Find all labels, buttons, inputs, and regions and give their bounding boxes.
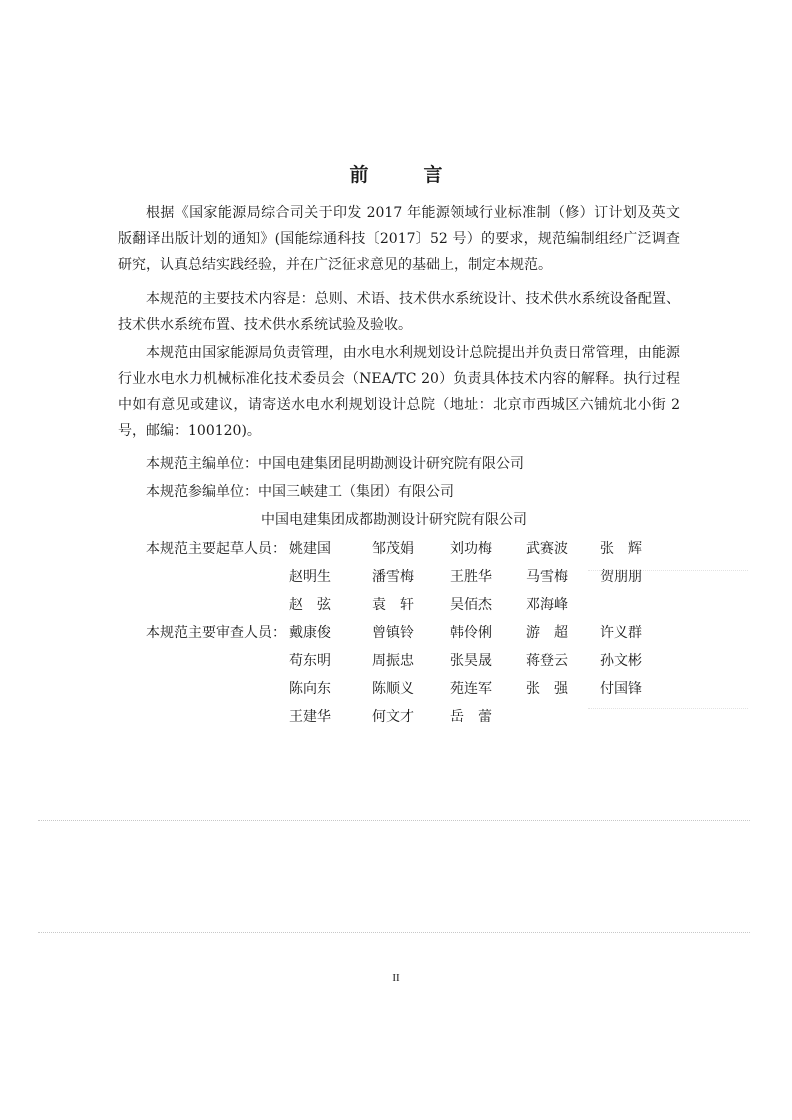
reviewer-name: 张 强 bbox=[526, 681, 568, 697]
reviewer-name: 蒋登云 bbox=[526, 653, 568, 669]
reviewer-name: 周振忠 bbox=[372, 653, 414, 669]
reviewer-name: 孙文彬 bbox=[600, 653, 642, 669]
paragraph-basis: 根据《国家能源局综合司关于印发 2017 年能源领域行业标准制（修）订计划及英文版翻译出版计划的通知》(国能综通科技〔2017〕52 号）的要求，规范编制组经广泛调查研究，认真总结实践经验，并在广泛征求意见的基础上，制定本规范。 bbox=[118, 205, 680, 273]
scan-artifact-line bbox=[588, 570, 748, 571]
reviewer-name: 游 超 bbox=[526, 625, 568, 641]
drafter-name: 赵 弦 bbox=[289, 597, 331, 613]
reviewer-name: 王建华 bbox=[289, 709, 331, 725]
chief-unit: 本规范主编单位：中国电建集团昆明勘测设计研究院有限公司 bbox=[146, 456, 524, 472]
drafter-name: 武赛波 bbox=[526, 541, 568, 557]
drafter-name: 姚建国 bbox=[289, 541, 331, 557]
participating-unit-2: 中国电建集团成都勘测设计研究院有限公司 bbox=[261, 512, 527, 528]
drafter-name: 潘雪梅 bbox=[372, 569, 414, 585]
drafter-name: 刘功梅 bbox=[450, 541, 492, 557]
scan-artifact-line bbox=[38, 820, 750, 821]
scan-artifact-line bbox=[38, 932, 750, 933]
reviewers-label: 本规范主要审查人员： bbox=[146, 625, 286, 641]
reviewer-name: 陈顺义 bbox=[372, 681, 414, 697]
drafter-name: 邹茂娟 bbox=[372, 541, 414, 557]
drafters-label: 本规范主要起草人员： bbox=[146, 541, 286, 557]
reviewer-name: 陈向东 bbox=[289, 681, 331, 697]
drafter-name: 吴佰杰 bbox=[450, 597, 492, 613]
drafter-name: 赵明生 bbox=[289, 569, 331, 585]
reviewer-name: 苑连军 bbox=[450, 681, 492, 697]
page-number: II bbox=[392, 972, 400, 984]
drafter-name: 袁 轩 bbox=[372, 597, 414, 613]
reviewer-name: 曾镇铃 bbox=[372, 625, 414, 641]
reviewer-name: 许义群 bbox=[600, 625, 642, 641]
reviewer-name: 苟东明 bbox=[289, 653, 331, 669]
reviewer-name: 付国锋 bbox=[600, 681, 642, 697]
reviewer-name: 韩伶俐 bbox=[450, 625, 492, 641]
drafter-name: 贺朋朋 bbox=[600, 569, 642, 585]
reviewer-name: 岳 蕾 bbox=[450, 709, 492, 725]
drafter-name: 邓海峰 bbox=[526, 597, 568, 613]
scan-artifact-line bbox=[588, 708, 748, 709]
drafter-name: 马雪梅 bbox=[526, 569, 568, 585]
drafter-name: 张 辉 bbox=[600, 541, 642, 557]
reviewer-name: 张昊晟 bbox=[450, 653, 492, 669]
paragraph-management: 本规范由国家能源局负责管理，由水电水利规划设计总院提出并负责日常管理，由能源行业水电水力机械标准化技术委员会（NEA/TC 20）负责具体技术内容的解释。执行过程中如有意见或建议，请寄送水电水利规划设计总院（地址：北京市西城区六铺炕北小街 2 号，邮编：100120)。 bbox=[118, 345, 680, 439]
reviewer-name: 何文才 bbox=[372, 709, 414, 725]
page-title: 前 言 bbox=[349, 164, 461, 186]
drafter-name: 王胜华 bbox=[450, 569, 492, 585]
participating-unit: 本规范参编单位：中国三峡建工（集团）有限公司 bbox=[146, 484, 454, 500]
paragraph-contents: 本规范的主要技术内容是：总则、术语、技术供水系统设计、技术供水系统设备配置、技术供水系统布置、技术供水系统试验及验收。 bbox=[118, 291, 680, 333]
reviewer-name: 戴康俊 bbox=[289, 625, 331, 641]
